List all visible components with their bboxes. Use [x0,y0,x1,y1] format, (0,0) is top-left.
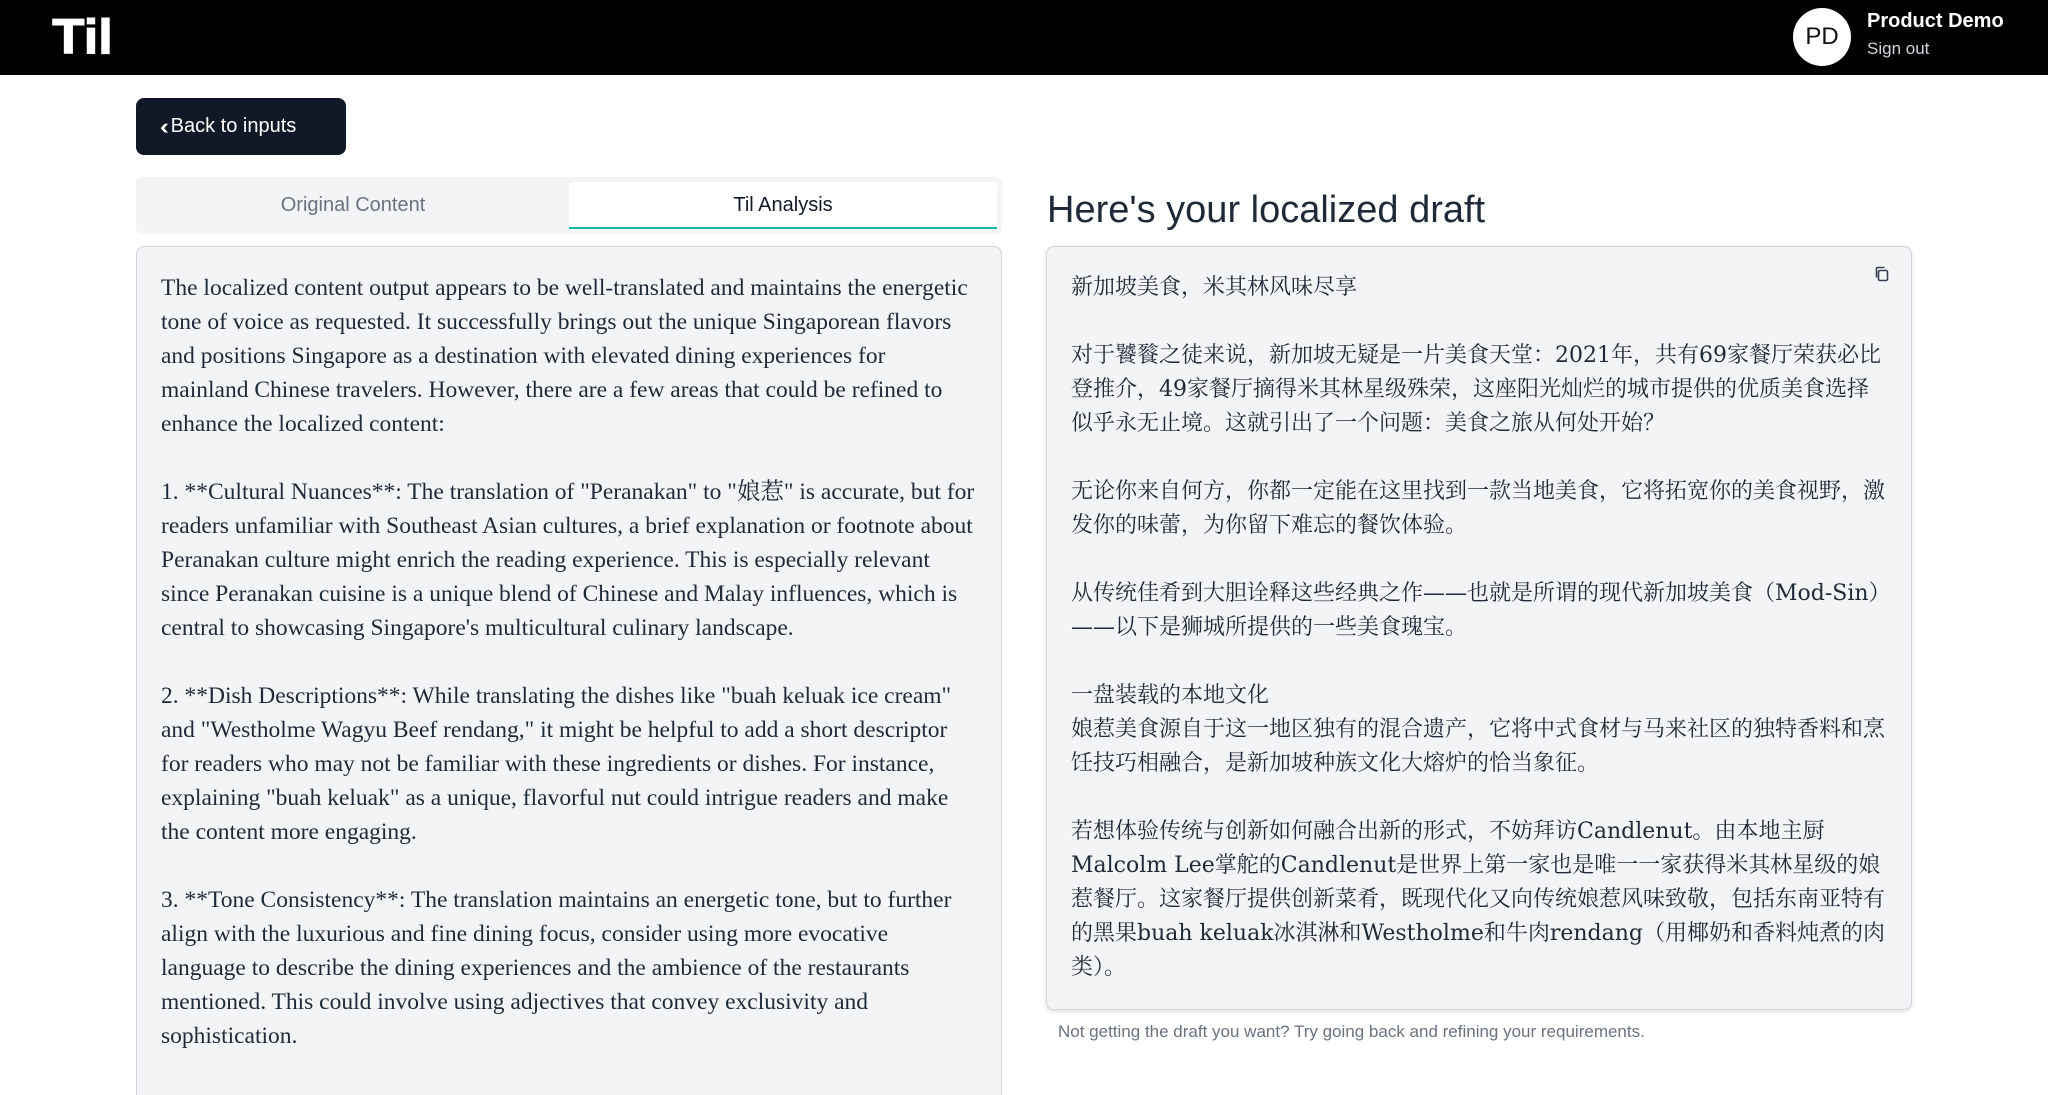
draft-hint-text: Not getting the draft you want? Try going back and refining your requirements. [1058,1022,1645,1041]
double-chevron-left-icon: ‹‹ [160,113,163,139]
analysis-paragraph: 2. **Dish Descriptions**: While translating the dishes like "buah keluak ice cream" and "Westholme Wagyu Beef rendang," it might be helpful to add a short descriptor for readers who may not be familiar with these ingredients or dishes. For instance, explaining "buah keluak" as a unique, flavorful nut could intrigue readers and make the content more engaging. [161,683,952,845]
draft-paragraph: 若想体验传统与创新如何融合出新的形式，不妨拜访Candlenut。由本地主厨Malcolm Lee掌舵的Candlenut是世界上第一家也是唯一一家获得米其林星级的娘惹餐厅。这家餐厅提供创新菜肴，既现代化又向传统娘惹风味致敬，包括东南亚特有的黑果buah keluak冰淇淋和Westholme和牛肉rendang（用椰奶和香料炖煮的肉类）。 [1071,819,1886,980]
localized-draft-panel[interactable] [1046,246,1912,1010]
content-tabs [136,177,1002,234]
til-logo[interactable]: Til [52,10,112,66]
draft-paragraph: 从传统佳肴到大胆诠释这些经典之作——也就是所谓的现代新加坡美食（Mod-Sin）——以下是狮城所提供的一些美食瑰宝。 [1071,581,1880,640]
analysis-panel[interactable] [136,246,1002,1095]
tab-til-analysis[interactable]: Til Analysis [569,182,997,229]
user-avatar[interactable]: PD [1793,8,1851,66]
analysis-paragraph: 3. **Tone Consistency**: The translation maintains an energetic tone, but to further align with the luxurious and fine dining focus, consider using more evocative language to describe the dining experiences and the ambience of the restaurants mentioned. This could involve using adjectives that convey exclusivity and sophistication. [161,887,952,1049]
top-navigation-bar [0,0,2048,75]
draft-paragraph: 对于饕餮之徒来说，新加坡无疑是一片美食天堂：2021年，共有69家餐厅荣获必比登推介，49家餐厅摘得米其林星级殊荣，这座阳光灿烂的城市提供的优质美食选择似乎永无止境。这就引出了一个问题：美食之旅从何处开始？ [1071,343,1881,436]
copy-icon[interactable] [1872,264,1892,284]
sign-out-link[interactable]: Sign out [1867,39,1930,58]
draft-paragraph: 新加坡美食，米其林风味尽享 [1071,275,1358,300]
tab-original-content[interactable]: Original Content [280,194,426,216]
draft-heading: Here's your localized draft [1047,189,1486,231]
analysis-paragraph: The localized content output appears to be well-translated and maintains the energetic tone of voice as requested. It successfully brings out the unique Singaporean flavors and positions Singapore as a destination with elevated dining experiences for mainland Chinese travelers. However, there are a few areas that could be refined to enhance the localized content: [161,275,968,437]
back-to-inputs-button[interactable] [136,98,346,155]
user-name: Product Demo [1867,10,2004,32]
back-button-label: Back to inputs [170,115,297,137]
draft-paragraph: 无论你来自何方，你都一定能在这里找到一款当地美食，它将拓宽你的美食视野，激发你的味蕾，为你留下难忘的餐饮体验。 [1071,479,1886,538]
analysis-paragraph: 1. **Cultural Nuances**: The translation of "Peranakan" to "娘惹" is accurate, but for readers unfamiliar with Southeast Asian cultures, a brief explanation or footnote about Peranakan culture might enrich the reading experience. This is especially relevant since Peranakan cuisine is a unique blend of Chinese and Malay influences, which is central to showcasing Singapore's multicultural culinary landscape. [161,479,975,641]
draft-paragraph: 娘惹美食源自于这一地区独有的混合遗产，它将中式食材与马来社区的独特香料和烹饪技巧相融合，是新加坡种族文化大熔炉的恰当象征。 [1071,717,1886,776]
draft-subheading: 一盘装载的本地文化 [1071,683,1270,708]
